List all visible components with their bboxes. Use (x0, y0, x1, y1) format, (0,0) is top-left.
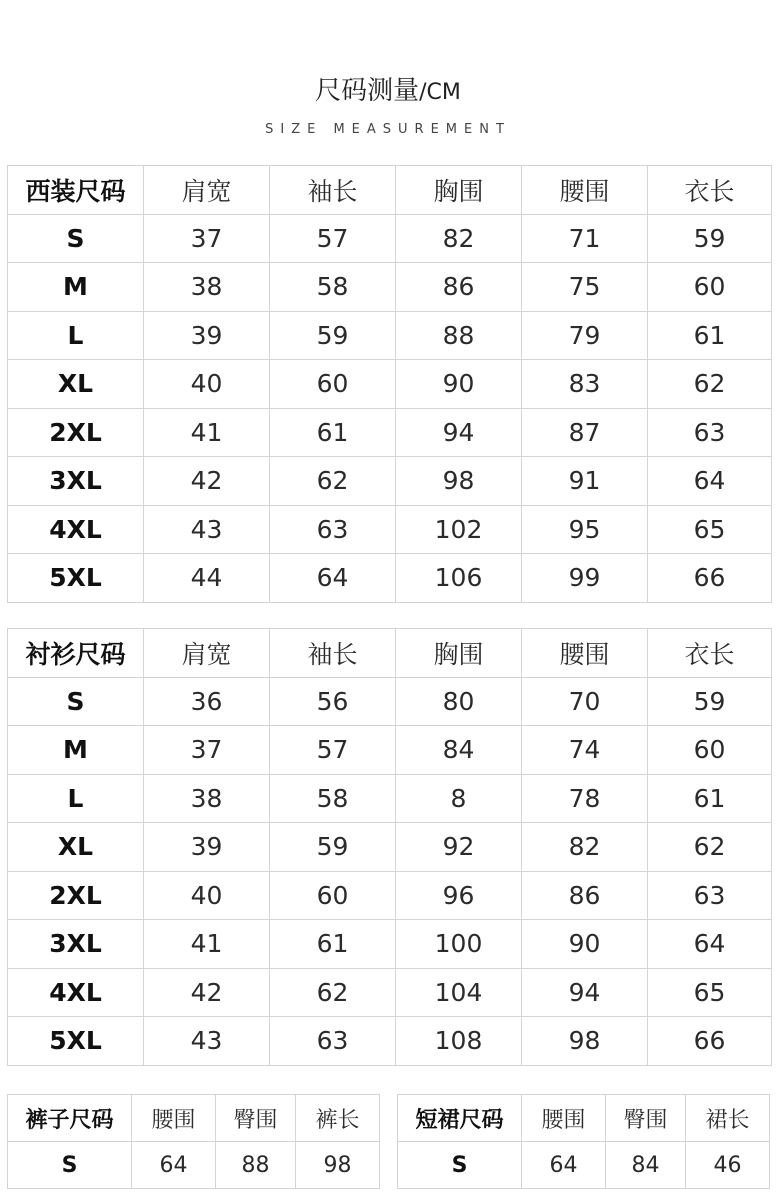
measurement-cell: 40 (144, 871, 270, 920)
measurement-cell: 42 (144, 457, 270, 506)
measurement-cell: 39 (144, 823, 270, 872)
column-header: 胸围 (396, 166, 522, 215)
measurement-cell: 82 (396, 214, 522, 263)
measurement-cell: 92 (396, 823, 522, 872)
table-row (8, 554, 772, 603)
size-label: 2XL (8, 871, 144, 920)
measurement-cell: 90 (522, 920, 648, 969)
measurement-cell: 98 (296, 1142, 380, 1189)
measurement-cell: 90 (396, 360, 522, 409)
column-header: 臀围 (216, 1095, 296, 1142)
measurement-cell: 64 (648, 920, 772, 969)
column-header: 胸围 (396, 629, 522, 678)
measurement-cell: 61 (270, 408, 396, 457)
measurement-cell: 59 (648, 677, 772, 726)
measurement-cell: 60 (648, 263, 772, 312)
table-row (8, 1142, 380, 1189)
measurement-cell: 70 (522, 677, 648, 726)
measurement-cell: 41 (144, 920, 270, 969)
table-row (398, 1142, 770, 1189)
measurement-cell: 88 (216, 1142, 296, 1189)
size-column-header: 西装尺码 (8, 166, 144, 215)
measurement-cell: 82 (522, 823, 648, 872)
measurement-cell: 66 (648, 1017, 772, 1066)
measurement-cell: 60 (270, 871, 396, 920)
measurement-cell: 59 (270, 823, 396, 872)
measurement-cell: 36 (144, 677, 270, 726)
measurement-cell: 63 (270, 505, 396, 554)
size-label: 5XL (8, 1017, 144, 1066)
size-column-header: 短裙尺码 (398, 1095, 522, 1142)
table-header-row (8, 1095, 380, 1142)
title-text: 尺码测量 (315, 76, 420, 106)
measurement-cell: 60 (648, 726, 772, 775)
measurement-cell: 64 (270, 554, 396, 603)
measurement-cell: 61 (648, 311, 772, 360)
column-header: 腰围 (522, 629, 648, 678)
measurement-cell: 64 (132, 1142, 216, 1189)
shirt-size-table (7, 628, 772, 1066)
measurement-cell: 62 (270, 968, 396, 1017)
table-row (8, 1017, 772, 1066)
measurement-cell: 86 (522, 871, 648, 920)
measurement-cell: 98 (396, 457, 522, 506)
table-row (8, 920, 772, 969)
size-label: 2XL (8, 408, 144, 457)
title-unit: /CM (419, 80, 461, 105)
measurement-cell: 62 (270, 457, 396, 506)
measurement-cell: 74 (522, 726, 648, 775)
table-header-row (398, 1095, 770, 1142)
measurement-cell: 78 (522, 774, 648, 823)
measurement-cell: 99 (522, 554, 648, 603)
measurement-cell: 37 (144, 726, 270, 775)
size-label: L (8, 774, 144, 823)
measurement-cell: 44 (144, 554, 270, 603)
measurement-cell: 96 (396, 871, 522, 920)
suit-size-table (7, 165, 772, 603)
measurement-cell: 37 (144, 214, 270, 263)
measurement-cell: 71 (522, 214, 648, 263)
measurement-cell: 43 (144, 1017, 270, 1066)
measurement-cell: 84 (396, 726, 522, 775)
table-header-row (8, 166, 772, 215)
table-row (8, 457, 772, 506)
column-header: 臀围 (606, 1095, 686, 1142)
measurement-cell: 86 (396, 263, 522, 312)
measurement-cell: 58 (270, 774, 396, 823)
size-label: XL (8, 360, 144, 409)
column-header: 衣长 (648, 166, 772, 215)
measurement-cell: 84 (606, 1142, 686, 1189)
table-row (8, 968, 772, 1017)
column-header: 衣长 (648, 629, 772, 678)
measurement-cell: 43 (144, 505, 270, 554)
measurement-cell: 59 (270, 311, 396, 360)
table-row (8, 360, 772, 409)
measurement-cell: 63 (648, 408, 772, 457)
measurement-cell: 106 (396, 554, 522, 603)
column-header: 裙长 (686, 1095, 770, 1142)
measurement-cell: 57 (270, 726, 396, 775)
size-label: S (8, 1142, 132, 1189)
measurement-cell: 62 (648, 360, 772, 409)
measurement-cell: 65 (648, 505, 772, 554)
pants-size-table (7, 1094, 380, 1189)
measurement-cell: 56 (270, 677, 396, 726)
measurement-cell: 60 (270, 360, 396, 409)
size-label: S (8, 677, 144, 726)
size-column-header: 衬衫尺码 (8, 629, 144, 678)
measurement-cell: 46 (686, 1142, 770, 1189)
measurement-cell: 38 (144, 774, 270, 823)
column-header: 袖长 (270, 166, 396, 215)
column-header: 腰围 (522, 1095, 606, 1142)
measurement-cell: 102 (396, 505, 522, 554)
measurement-cell: 88 (396, 311, 522, 360)
measurement-cell: 65 (648, 968, 772, 1017)
measurement-cell: 79 (522, 311, 648, 360)
table-row (8, 774, 772, 823)
size-label: S (8, 214, 144, 263)
measurement-cell: 38 (144, 263, 270, 312)
measurement-cell: 57 (270, 214, 396, 263)
page-subtitle: SIZE MEASUREMENT (265, 122, 511, 137)
measurement-cell: 63 (648, 871, 772, 920)
column-header: 腰围 (132, 1095, 216, 1142)
table-row (8, 214, 772, 263)
size-label: 4XL (8, 968, 144, 1017)
measurement-cell: 59 (648, 214, 772, 263)
size-label: M (8, 726, 144, 775)
measurement-cell: 8 (396, 774, 522, 823)
table-row (8, 677, 772, 726)
skirt-size-table (397, 1094, 770, 1189)
measurement-cell: 95 (522, 505, 648, 554)
size-label: 4XL (8, 505, 144, 554)
measurement-cell: 40 (144, 360, 270, 409)
measurement-cell: 64 (522, 1142, 606, 1189)
column-header: 肩宽 (144, 629, 270, 678)
column-header: 袖长 (270, 629, 396, 678)
table-row (8, 823, 772, 872)
size-label: 3XL (8, 457, 144, 506)
measurement-cell: 87 (522, 408, 648, 457)
table-row (8, 263, 772, 312)
measurement-cell: 75 (522, 263, 648, 312)
measurement-cell: 98 (522, 1017, 648, 1066)
table-header-row (8, 629, 772, 678)
measurement-cell: 80 (396, 677, 522, 726)
measurement-cell: 100 (396, 920, 522, 969)
measurement-cell: 83 (522, 360, 648, 409)
column-header: 腰围 (522, 166, 648, 215)
measurement-cell: 42 (144, 968, 270, 1017)
size-label: XL (8, 823, 144, 872)
size-column-header: 裤子尺码 (8, 1095, 132, 1142)
table-row (8, 726, 772, 775)
size-label: L (8, 311, 144, 360)
measurement-cell: 61 (270, 920, 396, 969)
measurement-cell: 94 (522, 968, 648, 1017)
measurement-cell: 39 (144, 311, 270, 360)
measurement-cell: 108 (396, 1017, 522, 1066)
measurement-cell: 63 (270, 1017, 396, 1066)
measurement-cell: 64 (648, 457, 772, 506)
measurement-cell: 58 (270, 263, 396, 312)
measurement-cell: 41 (144, 408, 270, 457)
measurement-cell: 61 (648, 774, 772, 823)
table-row (8, 408, 772, 457)
column-header: 裤长 (296, 1095, 380, 1142)
size-label: 3XL (8, 920, 144, 969)
table-row (8, 505, 772, 554)
size-label: 5XL (8, 554, 144, 603)
size-label: M (8, 263, 144, 312)
column-header: 肩宽 (144, 166, 270, 215)
measurement-cell: 91 (522, 457, 648, 506)
table-row (8, 871, 772, 920)
measurement-cell: 62 (648, 823, 772, 872)
measurement-cell: 66 (648, 554, 772, 603)
measurement-cell: 94 (396, 408, 522, 457)
page-title (0, 70, 776, 107)
size-label: S (398, 1142, 522, 1189)
measurement-cell: 104 (396, 968, 522, 1017)
table-row (8, 311, 772, 360)
